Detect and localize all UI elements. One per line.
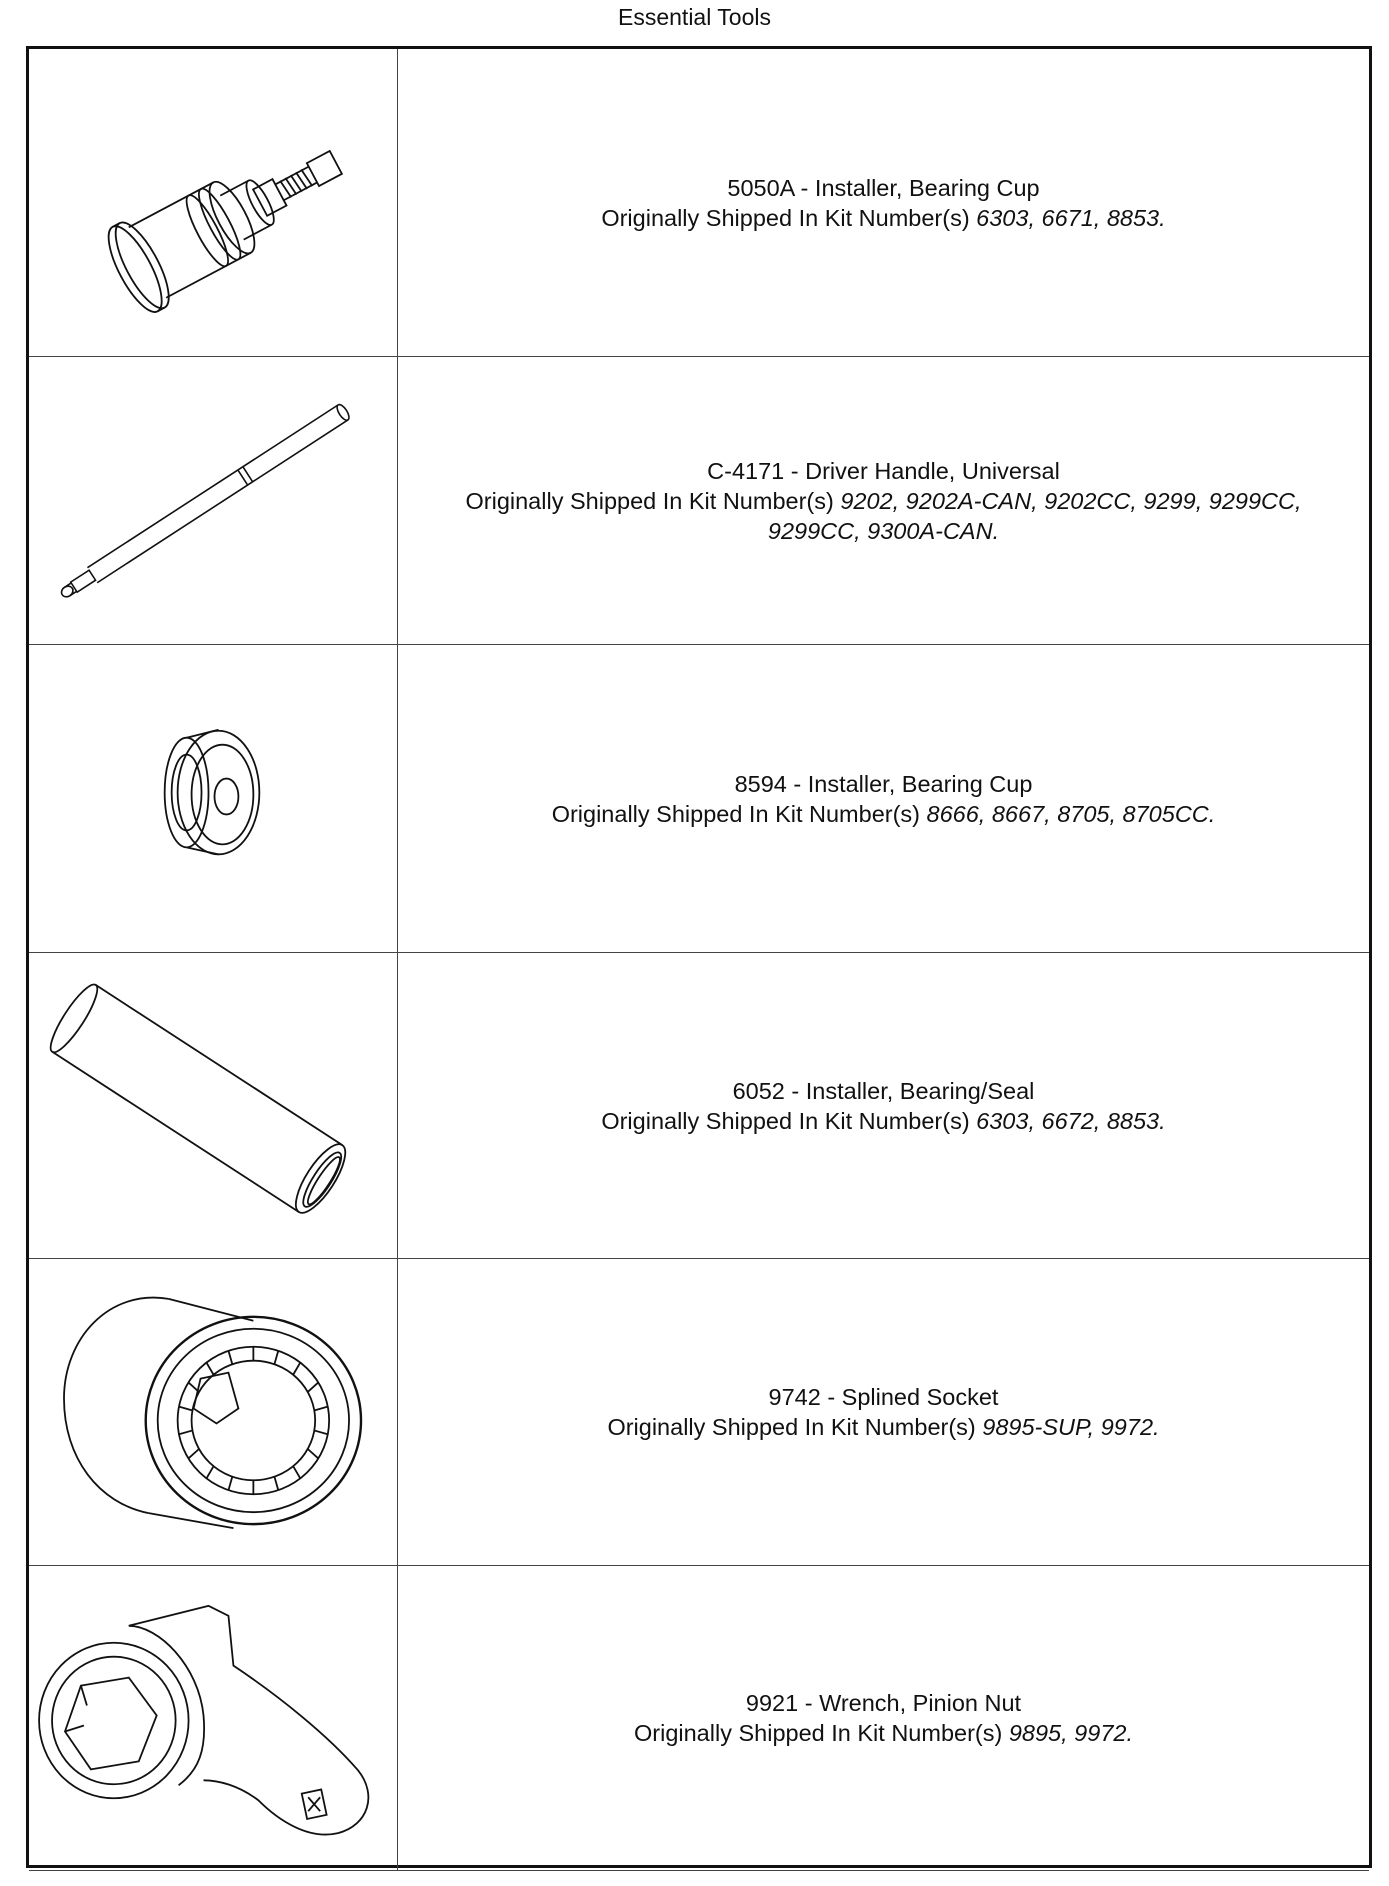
tool-caption <box>601 1076 1165 1136</box>
tool-image-cell <box>29 1566 398 1871</box>
kits-prefix: Originally Shipped In Kit Number(s) <box>607 1414 976 1440</box>
tool-kits-line <box>634 1718 1133 1748</box>
bearing-cup-installer-icon <box>29 49 397 356</box>
kits-prefix: Originally Shipped In Kit Number(s) <box>465 487 834 514</box>
tool-title: 9921 - Wrench, Pinion Nut <box>745 1690 1022 1716</box>
tool-description-cell <box>398 49 1369 357</box>
tool-caption <box>607 1382 1159 1442</box>
tool-kits-line <box>552 799 1216 829</box>
splined-socket-icon <box>29 1259 397 1565</box>
tool-title: 9742 - Splined Socket <box>768 1384 999 1410</box>
tool-caption <box>634 1688 1133 1748</box>
kit-numbers: 9895, 9972. <box>1008 1720 1133 1746</box>
tool-image-cell <box>29 49 398 357</box>
tool-kits-line <box>438 486 1329 546</box>
bearing-seal-tube-icon <box>29 953 397 1258</box>
bearing-cup-disc-icon <box>29 645 397 952</box>
kit-numbers: 6303, 6671, 8853. <box>976 204 1166 231</box>
driver-handle-icon <box>29 357 397 644</box>
kit-numbers: 8666, 8667, 8705, 8705CC. <box>926 800 1216 827</box>
kits-prefix: Originally Shipped In Kit Number(s) <box>634 1720 1003 1746</box>
kit-numbers: 6303, 6672, 8853. <box>976 1107 1166 1134</box>
tool-kits-line <box>601 1106 1165 1136</box>
page-title: Essential Tools <box>618 4 771 30</box>
kits-prefix: Originally Shipped In Kit Number(s) <box>601 204 970 231</box>
tool-kits-line <box>601 203 1165 233</box>
tool-description-cell <box>398 953 1369 1259</box>
tool-title: 6052 - Installer, Bearing/Seal <box>732 1077 1035 1104</box>
tool-image-cell <box>29 645 398 953</box>
tool-title: 5050A - Installer, Bearing Cup <box>727 174 1040 201</box>
pinion-nut-wrench-icon <box>29 1566 397 1870</box>
tool-caption <box>552 769 1216 829</box>
kit-numbers: 9202, 9202A-CAN, 9202CC, 9299, 9299CC, 9299CC, 9300A-CAN. <box>767 487 1302 544</box>
kits-prefix: Originally Shipped In Kit Number(s) <box>551 800 920 827</box>
tool-description-cell <box>398 1259 1369 1566</box>
kit-numbers: 9895-SUP, 9972. <box>982 1414 1160 1440</box>
tool-description-cell <box>398 357 1369 645</box>
tool-title: C-4171 - Driver Handle, Universal <box>707 457 1060 484</box>
tool-description-cell <box>398 645 1369 953</box>
tool-kits-line <box>607 1412 1159 1442</box>
tool-title: 8594 - Installer, Bearing Cup <box>734 770 1033 797</box>
tool-description-cell <box>398 1566 1369 1871</box>
tool-image-cell <box>29 1259 398 1566</box>
tool-image-cell <box>29 953 398 1259</box>
tools-table <box>26 46 1372 1868</box>
tool-caption <box>601 173 1165 233</box>
kits-prefix: Originally Shipped In Kit Number(s) <box>601 1107 970 1134</box>
tool-image-cell <box>29 357 398 645</box>
tool-caption <box>438 456 1329 546</box>
